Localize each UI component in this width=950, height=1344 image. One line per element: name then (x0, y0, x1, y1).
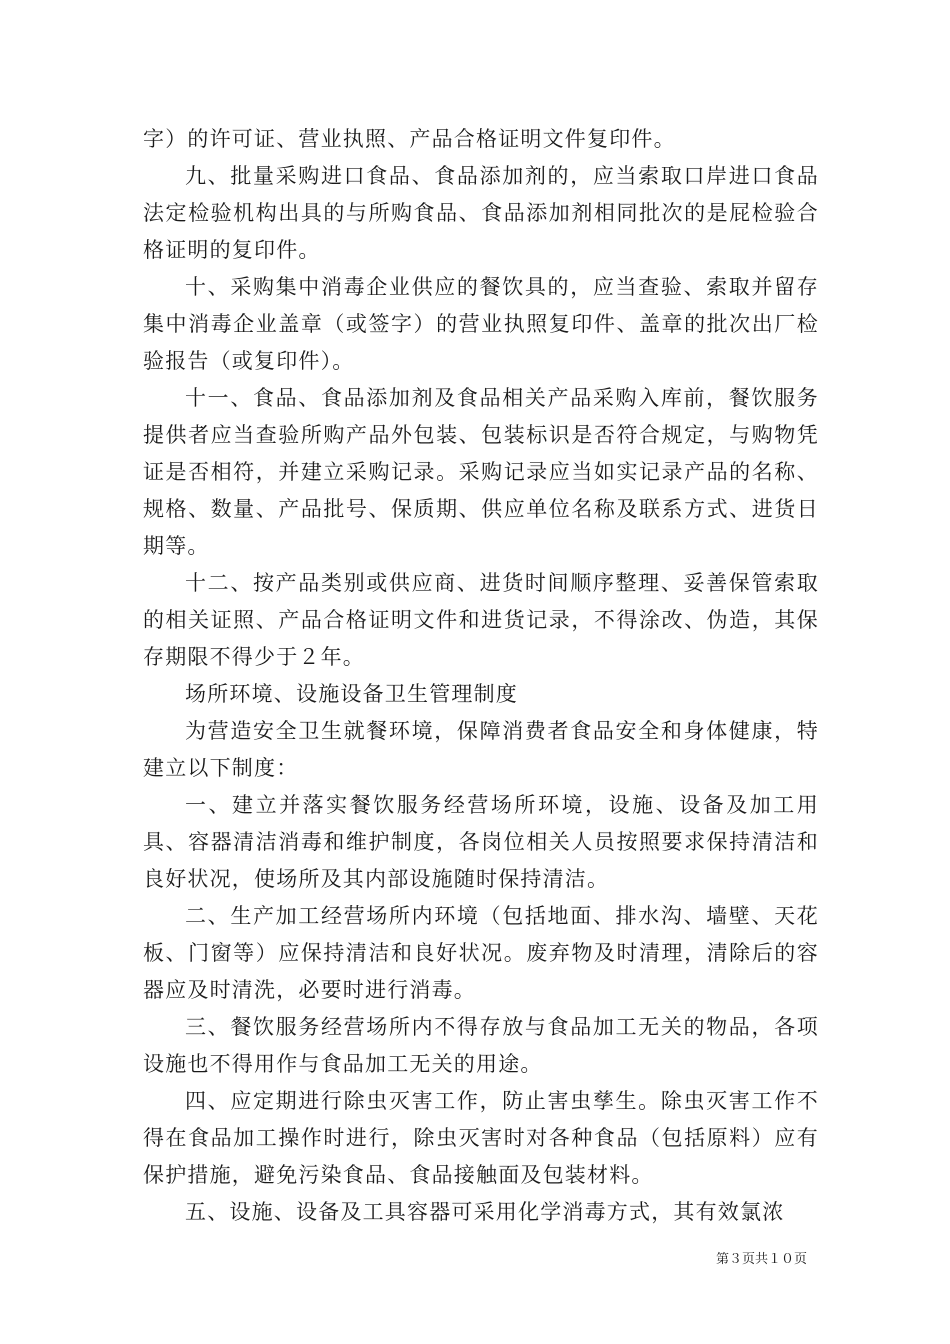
page-number: 第３页共１０页 (715, 1252, 807, 1267)
paragraph-item-3: 三、餐饮服务经营场所内不得存放与食品加工无关的物品，各项设施也不得用作与食品加工无关的用途。 (143, 1015, 819, 1076)
section-heading: 场所环境、设施设备卫生管理制度 (185, 682, 518, 706)
paragraph-intro: 为营造安全卫生就餐环境，保障消费者食品安全和身体健康，特建立以下制度： (143, 719, 819, 780)
document-body (143, 121, 819, 1231)
paragraph-item-10: 十、采购集中消毒企业供应的餐饮具的，应当查验、索取并留存集中消毒企业盖章（或签字）的营业执照复印件、盖章的批次出厂检验报告（或复印件）。 (143, 275, 819, 373)
paragraph-item-9: 九、批量采购进口食品、食品添加剂的，应当索取口岸进口食品法定检验机构出具的与所购食品、食品添加剂相同批次的是屁检验合格证明的复印件。 (143, 164, 819, 262)
paragraph-item-5: 五、设施、设备及工具容器可采用化学消毒方式，其有效氯浓 (185, 1200, 785, 1224)
page-footer (0, 1248, 950, 1267)
paragraph-item-4: 四、应定期进行除虫灭害工作，防止害虫孳生。除虫灭害工作不得在食品加工操作时进行，除虫灭害时对各种食品（包括原料）应有保护措施，避免污染食品、食品接触面及包装材料。 (143, 1089, 819, 1187)
paragraph-item-12: 十二、按产品类别或供应商、进货时间顺序整理、妥善保管索取的相关证照、产品合格证明文件和进货记录，不得涂改、伪造，其保存期限不得少于２年。 (143, 571, 819, 669)
paragraph-item-2: 二、生产加工经营场所内环境（包括地面、排水沟、墙壁、天花板、门窗等）应保持清洁和良好状况。废弃物及时清理，清除后的容器应及时清洗，必要时进行消毒。 (143, 904, 819, 1002)
paragraph-item-1: 一、建立并落实餐饮服务经营场所环境，设施、设备及加工用具、容器清洁消毒和维护制度，各岗位相关人员按照要求保持清洁和良好状况，使场所及其内部设施随时保持清洁。 (143, 793, 819, 891)
paragraph-item-11: 十一、食品、食品添加剂及食品相关产品采购入库前，餐饮服务提供者应当查验所购产品外包装、包装标识是否符合规定，与购物凭证是否相符，并建立采购记录。采购记录应当如实记录产品的名称、规格、数量、产品批号、保质期、供应单位名称及联系方式、进货日期等。 (143, 386, 819, 558)
paragraph-continuation: 字）的许可证、营业执照、产品合格证明文件复印件。 (143, 127, 676, 151)
